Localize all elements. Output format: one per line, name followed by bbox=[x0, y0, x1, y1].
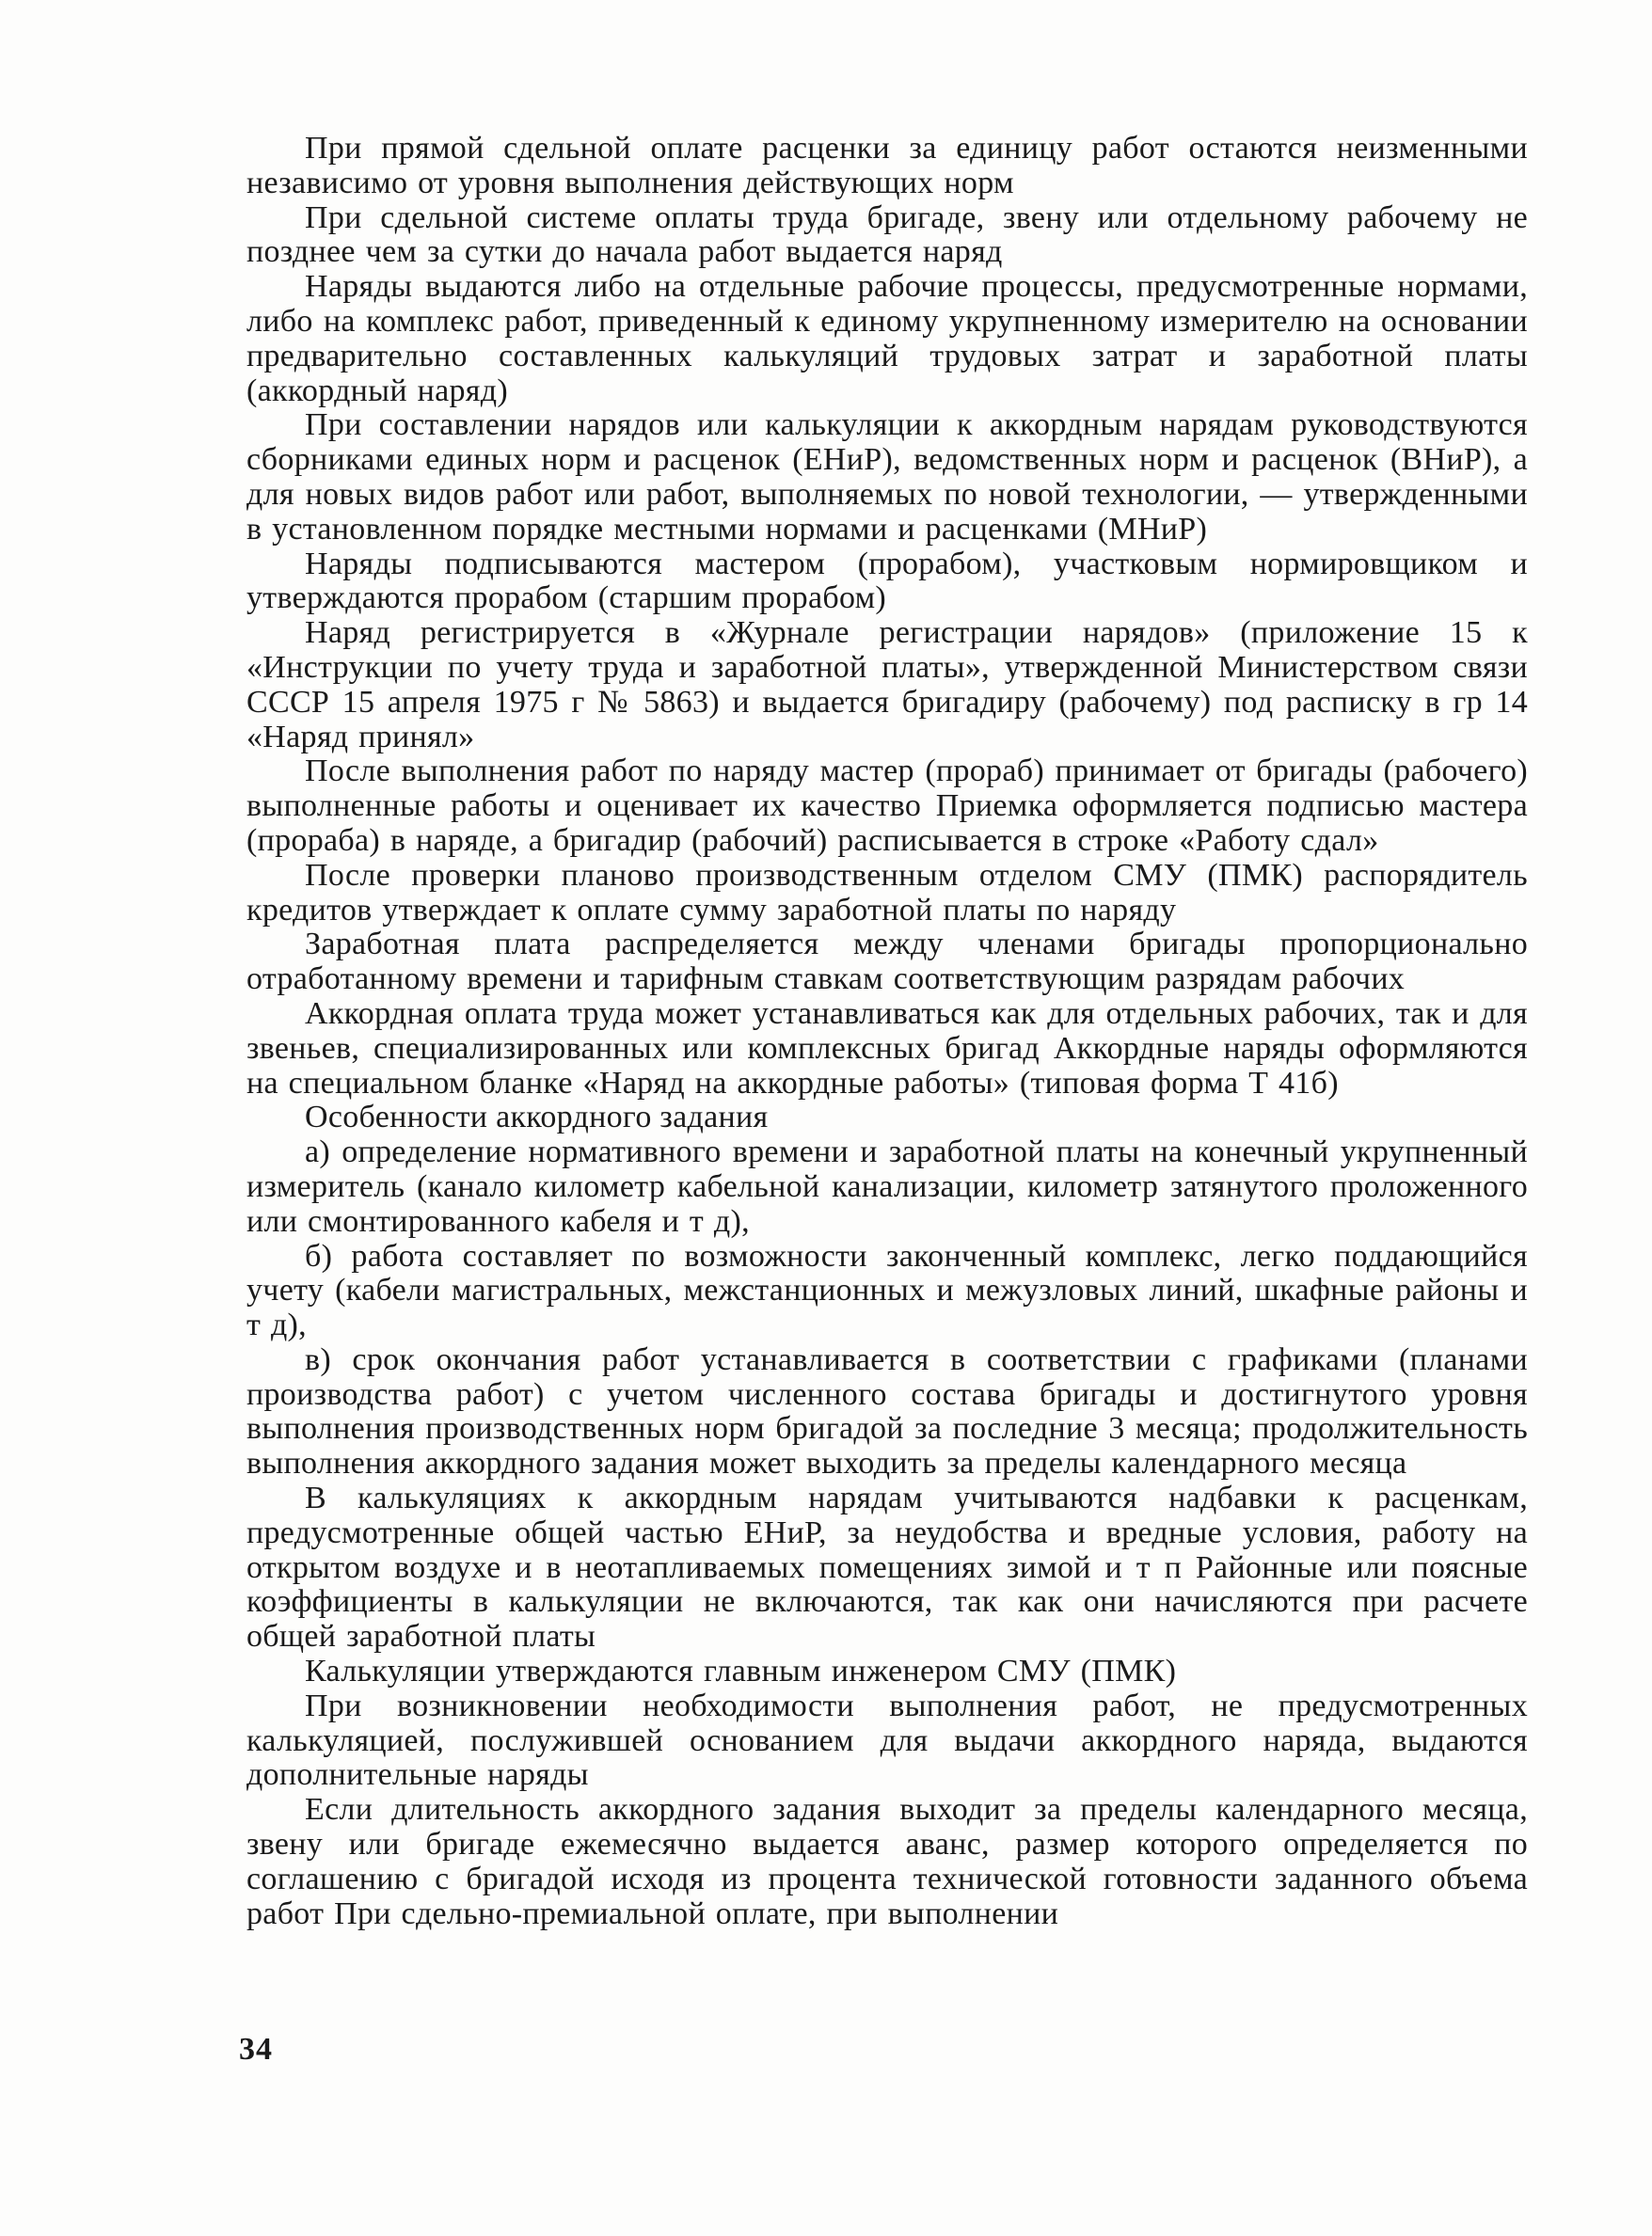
paragraph-work-acceptance: После выполнения работ по наряду мастер (прораб) принимает от бригады (рабочего) выполненные работы и оценивает их качество Приемка оформляется подписью мастера (прораба) в наряде, а бригадир (рабочий) расписывается в строке «Работу сдал» bbox=[246, 753, 1528, 858]
body-text bbox=[246, 132, 1528, 1931]
paragraph-additional-orders: При возникновении необходимости выполнения работ, не предусмотренных калькуляцией, послужившей основанием для выдачи аккордного наряда, выдаются дополнительные наряды bbox=[246, 1688, 1528, 1793]
paragraph-order-signing: Наряды подписываются мастером (прорабом), участковым нормировщиком и утверждаются прорабом (старшим прорабом) bbox=[246, 546, 1528, 616]
paragraph-direct-piecework: При прямой сдельной оплате расценки за единицу работ остаются неизменными независимо от уровня выполнения действующих норм bbox=[246, 131, 1528, 200]
paragraph-wage-distribution: Заработная плата распределяется между членами бригады пропорционально отработанному времени и тарифным ставкам соответствующим разрядам рабочих bbox=[246, 927, 1528, 997]
page-number: 34 bbox=[239, 2032, 273, 2067]
paragraph-norms-sources: При составлении нарядов или калькуляции к аккордным нарядам руководствуются сборниками единых норм и расценок (ЕНиР), ведомственных норм и расценок (ВНиР), а для новых видов работ или работ, выполняемых по новой технологии, — утвержденными в установленном порядке местными нормами и расценками (МНиР) bbox=[246, 407, 1528, 547]
paragraph-lump-sum-payment: Аккордная оплата труда может устанавливаться как для отдельных рабочих, так и для звеньев, специализированных или комплексных бригад Аккордные наряды оформляются на специальном бланке «Наряд на аккордные работы» (типовая форма Т 41б) bbox=[246, 995, 1528, 1101]
paragraph-payment-approval: После проверки планово производственным отделом СМУ (ПМК) распорядитель кредитов утверждает к оплате сумму заработной платы по наряду bbox=[246, 857, 1528, 928]
paragraph-order-registration: Наряд регистрируется в «Журнале регистрации нарядов» (приложение 15 к «Инструкции по учету труда и заработной платы», утвержденной Министерством связи СССР 15 апреля 1975 г № 5863) и выдается бригадиру (рабочему) под расписку в гр 14 «Наряд принял» bbox=[246, 615, 1528, 754]
features-heading: Особенности аккордного задания bbox=[305, 1100, 769, 1135]
feature-item-a: а) определение нормативного времени и заработной платы на конечный укрупненный измеритель (канало километр кабельной канализации, километр затянутого проложенного или смонтированного кабеля и т д), bbox=[246, 1134, 1528, 1239]
paragraph-monthly-advance: Если длительность аккордного задания выходит за пределы календарного месяца, звену или бригаде ежемесячно выдается аванс, размер которого определяется по соглашению с бригадой исходя из процента технической готовности заданного объема работ При сдельно-премиальной оплате, при выполнении bbox=[246, 1792, 1528, 1931]
paragraph-order-types: Наряды выдаются либо на отдельные рабочие процессы, предусмотренные нормами, либо на комплекс работ, приведенный к единому укрупненному измерителю на основании предварительно составленных калькуляций трудовых затрат и заработной платы (аккордный наряд) bbox=[246, 269, 1528, 408]
feature-item-b: б) работа составляет по возможности законченный комплекс, легко поддающийся учету (кабели магистральных, межстанционных и межузловых линий, шкафные районы и т д), bbox=[246, 1238, 1528, 1343]
paragraph-work-order-issue: При сдельной системе оплаты труда бригаде, звену или отдельному рабочему не позднее чем за сутки до начала работ выдается наряд bbox=[246, 199, 1528, 270]
paragraph-calculation-bonuses: В калькуляциях к аккордным нарядам учитываются надбавки к расценкам, предусмотренные общей частью ЕНиР, за неудобства и вредные условия, работу на открытом воздухе и в неотапливаемых помещениях зимой и т п Районные или поясные коэффициенты в калькуляции не включаются, так как они начисляются при расчете общей заработной платы bbox=[246, 1481, 1528, 1655]
paragraph-calculation-approval: Калькуляции утверждаются главным инженером СМУ (ПМК) bbox=[305, 1654, 1177, 1689]
feature-item-c: в) срок окончания работ устанавливается в соответствии с графиками (планами производства работ) с учетом численного состава бригады и достигнутого уровня выполнения производственных норм бригадой за последние 3 месяца; продолжительность выполнения аккордного задания может выходить за пределы календарного месяца bbox=[246, 1341, 1528, 1482]
